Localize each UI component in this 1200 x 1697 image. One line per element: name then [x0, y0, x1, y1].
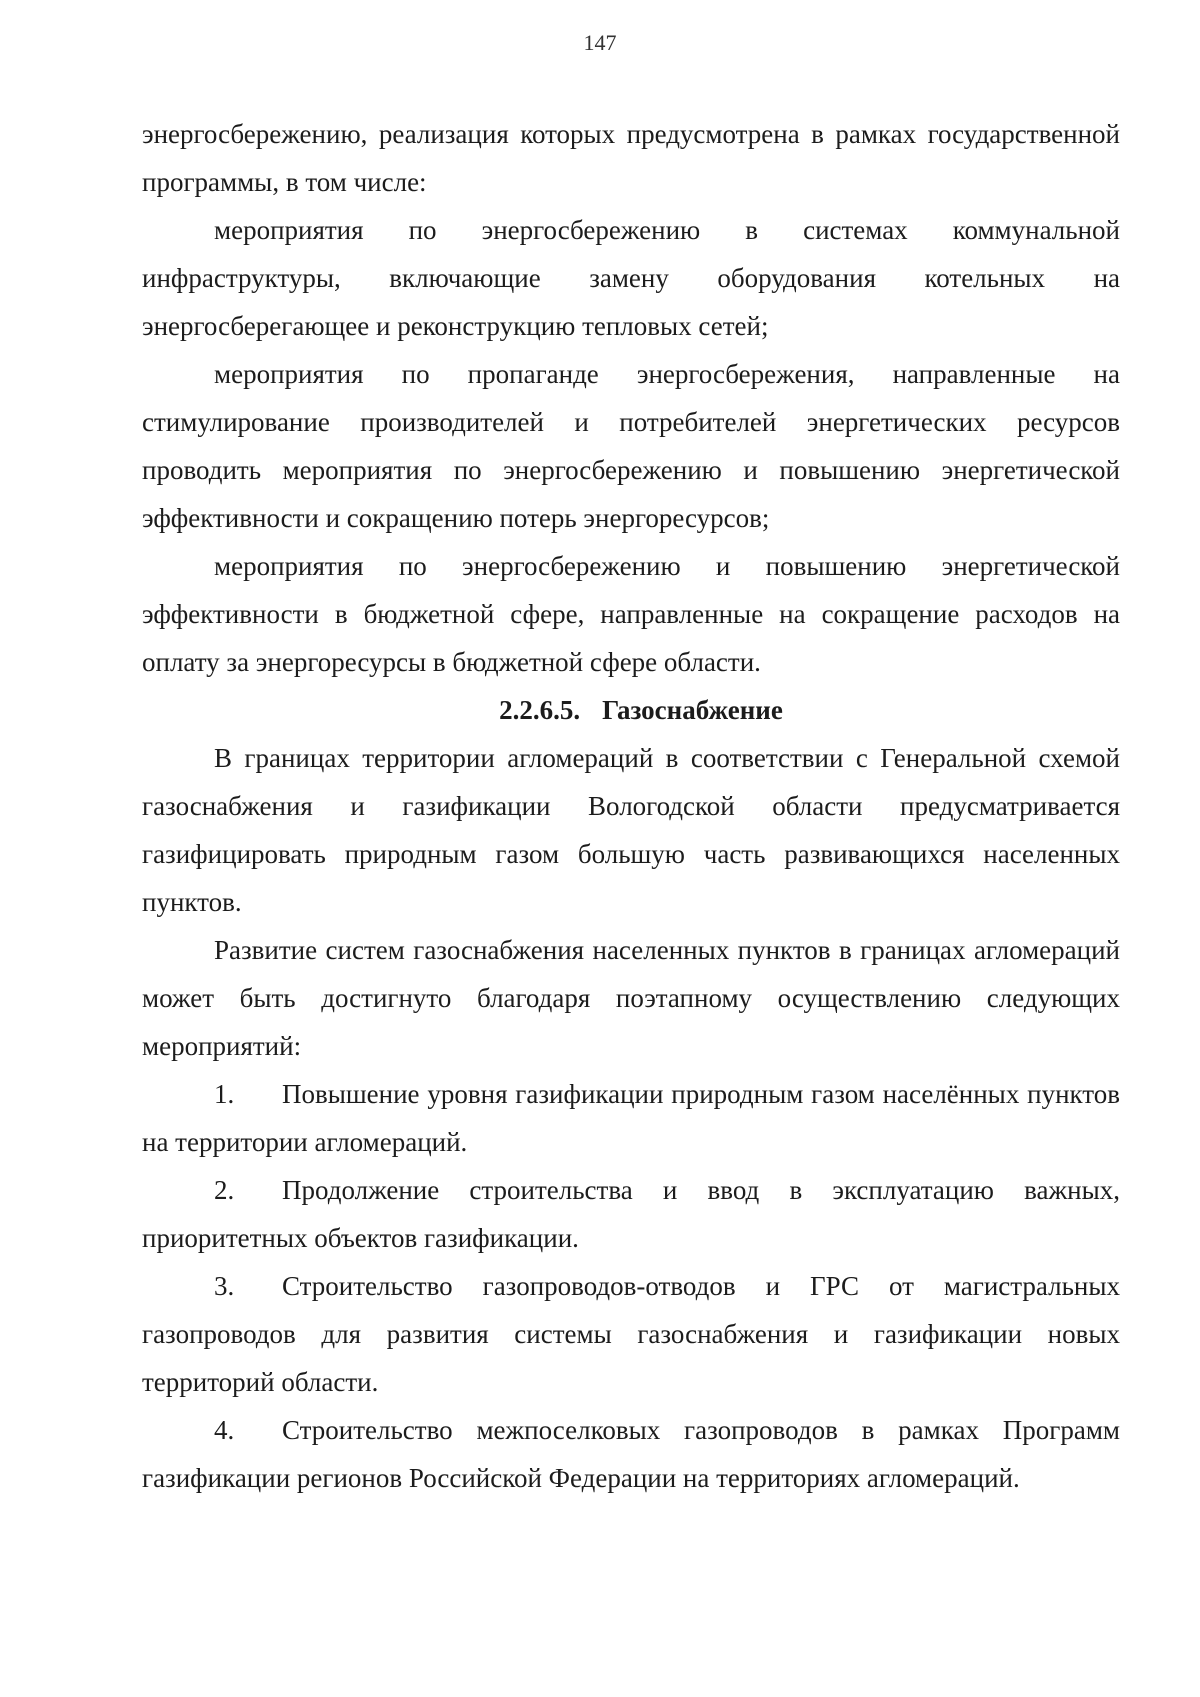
- list-item-text: Строительство газопроводов-отводов и ГРС от магистральных газопроводов для развития системы газоснабжения и газификации новых территорий области.: [142, 1271, 1120, 1397]
- section-title: Газоснабжение: [602, 695, 783, 725]
- section-number: 2.2.6.5.: [499, 695, 581, 725]
- page-number: 147: [583, 30, 617, 55]
- measure-paragraph: мероприятия по энергосбережению в системах коммунальной инфраструктуры, включающие замену оборудования котельных на энергосберегающее и реконструкцию тепловых сетей;: [142, 215, 1120, 341]
- list-item: [142, 1166, 1120, 1262]
- section-heading: [142, 686, 1120, 734]
- intro-paragraph: энергосбережению, реализация которых предусмотрена в рамках государственной программы, в том числе:: [142, 119, 1120, 197]
- list-item-text: Строительство межпоселковых газопроводов в рамках Программ газификации регионов Российской Федерации на территориях агломераций.: [142, 1415, 1120, 1493]
- list-marker: 4.: [214, 1415, 235, 1445]
- list-marker: 3.: [214, 1271, 235, 1301]
- measure-paragraph: мероприятия по пропаганде энергосбережения, направленные на стимулирование производителей и потребителей энергетических ресурсов проводить мероприятия по энергосбережению и повышению энергетической эффективности и сокращению потерь энергоресурсов;: [142, 359, 1120, 533]
- list-item-text: Повышение уровня газификации природным газом населённых пунктов на территории агломераций.: [142, 1079, 1120, 1157]
- body-paragraph: Развитие систем газоснабжения населенных пунктов в границах агломераций может быть достигнуто благодаря поэтапному осуществлению следующих мероприятий:: [142, 935, 1120, 1061]
- list-item-text: Продолжение строительства и ввод в эксплуатацию важных, приоритетных объектов газификации.: [142, 1175, 1120, 1253]
- measure-paragraph: мероприятия по энергосбережению и повышению энергетической эффективности в бюджетной сфере, направленные на сокращение расходов на оплату за энергоресурсы в бюджетной сфере области.: [142, 551, 1120, 677]
- document-body: [142, 110, 1120, 1502]
- list-item: [142, 1406, 1120, 1502]
- list-marker: 1.: [214, 1079, 235, 1109]
- body-paragraph: В границах территории агломераций в соответствии с Генеральной схемой газоснабжения и газификации Вологодской области предусматривается газифицировать природным газом большую часть развивающихся населенных пунктов.: [142, 743, 1120, 917]
- list-item: [142, 1262, 1120, 1406]
- list-marker: 2.: [214, 1175, 235, 1205]
- list-item: [142, 1070, 1120, 1166]
